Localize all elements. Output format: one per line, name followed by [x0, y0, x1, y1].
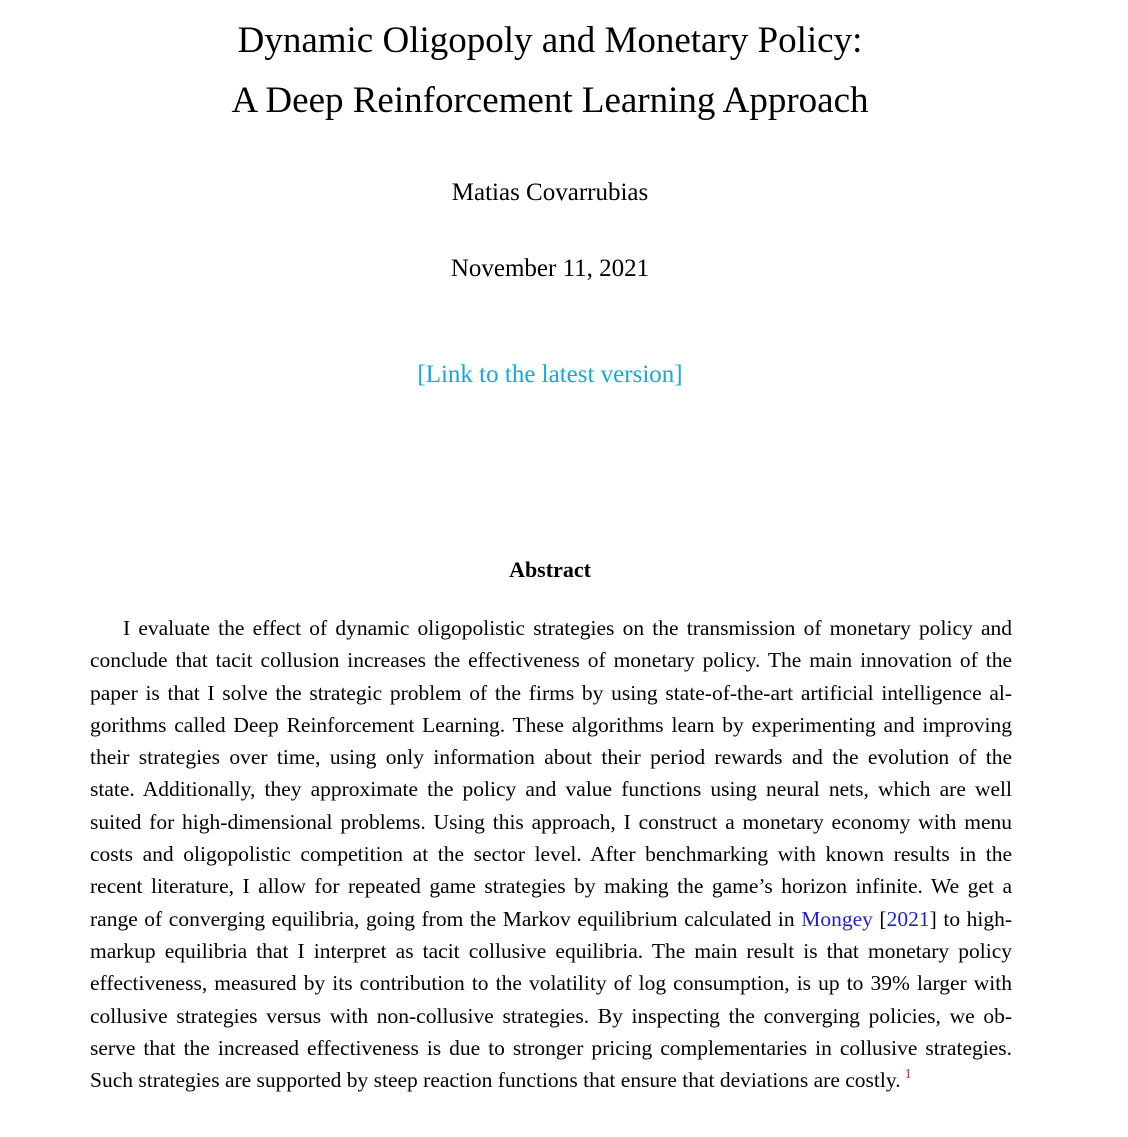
abstract-text-before-citation: range of converging equilibria, going from the Markov equilibrium calculated in — [90, 906, 802, 931]
abstract-line: recent literature, I allow for repeated game strategies by making the game’s horizon infinite. We get a — [90, 874, 1012, 899]
citation-open-bracket: [ — [872, 906, 887, 931]
abstract-line: costs and oligopolistic competition at the sector level. After benchmarking with known results in the — [90, 842, 1012, 867]
paper-title-line-2: A Deep Reinforcement Learning Approach — [231, 80, 869, 121]
abstract-line-with-citation — [90, 903, 1012, 935]
abstract-line: conclude that tacit collusion increases the effectiveness of monetary policy. The main innovation of the — [90, 648, 1012, 673]
citation-close-bracket: ] — [929, 906, 937, 931]
abstract-line: their strategies over time, using only information about their period rewards and the evolution of the — [90, 745, 1012, 770]
citation-author-link[interactable]: Mongey — [801, 906, 873, 931]
paper-title-line-1: Dynamic Oligopoly and Monetary Policy: — [237, 20, 863, 61]
publication-date: November 11, 2021 — [450, 255, 650, 282]
abstract-last-line — [90, 1064, 1012, 1096]
abstract-line: serve that the increased effectiveness is due to stronger pricing complementaries in collusive strategies. — [90, 1035, 1012, 1060]
abstract-body — [90, 612, 1012, 1096]
abstract-line: effectiveness, measured by its contribution to the volatility of log consumption, is up to 39% larger with — [90, 971, 1012, 996]
abstract-text-after-citation: to high- — [936, 906, 1013, 931]
abstract-line: state. Additionally, they approximate the policy and value functions using neural nets, which are well — [90, 777, 1012, 802]
abstract-line: paper is that I solve the strategic problem of the firms by using state-of-the-art artificial intelligence al- — [90, 680, 1012, 705]
abstract-line: markup equilibria that I interpret as tacit collusive equilibria. The main result is that monetary policy — [90, 938, 1012, 963]
abstract-line: gorithms called Deep Reinforcement Learning. These algorithms learn by experimenting and improving — [90, 712, 1012, 737]
latest-version-link[interactable]: [Link to the latest version] — [417, 361, 683, 388]
footnote-marker-link[interactable]: 1 — [904, 1067, 912, 1083]
abstract-line: collusive strategies versus with non-collusive strategies. By inspecting the converging policies, we ob- — [90, 1003, 1012, 1028]
abstract-heading: Abstract — [509, 557, 591, 582]
citation-year-link[interactable]: 2021 — [886, 906, 930, 931]
abstract-line: I evaluate the effect of dynamic oligopolistic strategies on the transmission of monetary policy and — [123, 616, 1012, 640]
author-name: Matias Covarrubias — [451, 179, 649, 206]
abstract-line: suited for high-dimensional problems. Using this approach, I construct a monetary economy with menu — [90, 809, 1012, 834]
abstract-last-line-text: Such strategies are supported by steep reaction functions that ensure that deviations are costly. — [90, 1068, 901, 1093]
